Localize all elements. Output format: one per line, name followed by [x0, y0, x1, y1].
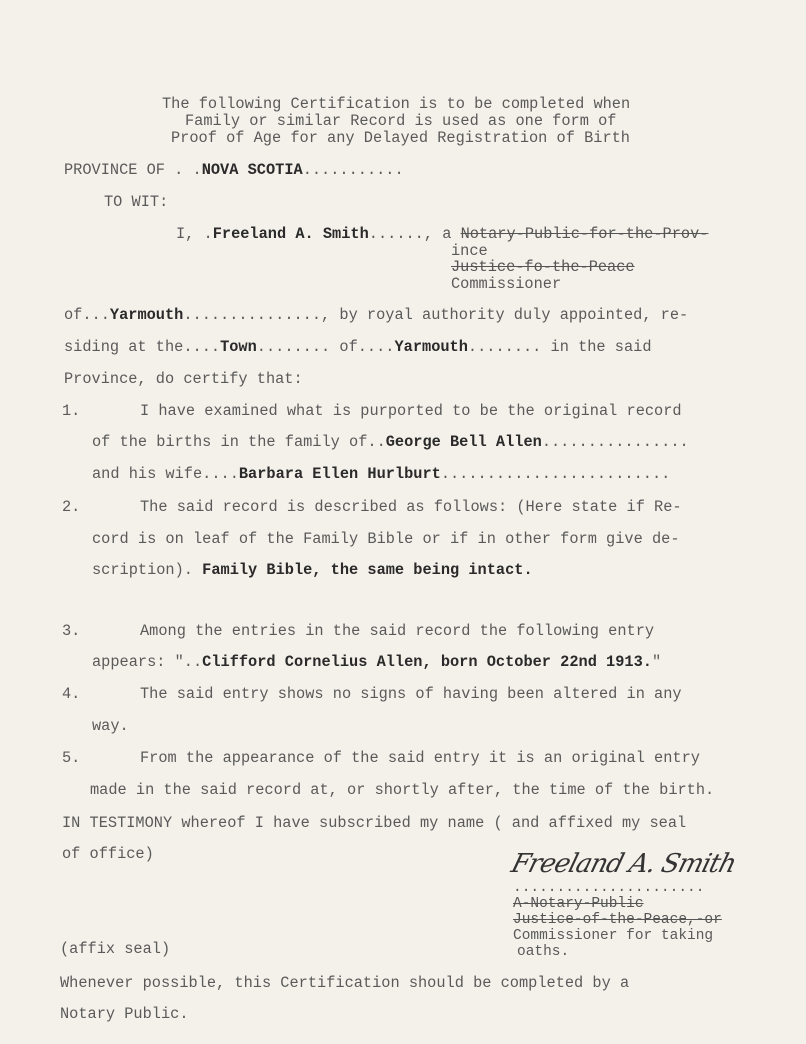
prefix: of...	[64, 306, 110, 324]
title-commissioner: Commissioner	[451, 275, 562, 293]
item-4-number: 4.	[62, 685, 81, 703]
footer-line-1: Whenever possible, this Certification should be completed by a	[60, 974, 630, 992]
prefix: siding at the....	[64, 338, 221, 356]
header-line-3: Proof of Age for any Delayed Registration of Birth	[171, 129, 630, 147]
struck-title-justice: Justice-fo-the-Peace	[451, 258, 635, 276]
commissioner-title-cont: oaths.	[517, 944, 570, 960]
mid: ........ of....	[256, 338, 395, 356]
testimony-line-2: of office)	[62, 845, 154, 863]
birth-entry: Clifford Cornelius Allen, born October 22nd 1913.	[202, 653, 652, 671]
affix-seal: (affix seal)	[60, 940, 171, 958]
record-description: Family Bible, the same being intact.	[202, 561, 533, 579]
item-2-line-1: The said record is described as follows: (Here state if Re-	[140, 498, 682, 516]
header-line-1: The following Certification is to be completed when	[162, 95, 631, 113]
item-5-number: 5.	[62, 749, 81, 767]
header-line-2: Family or similar Record is used as one form of	[185, 112, 617, 130]
struck-title-notary: Notary-Public-for-the-Prov-	[460, 225, 709, 243]
item-3-line-2	[92, 654, 661, 670]
father-name: George Bell Allen	[385, 433, 542, 451]
item-5-line-1: From the appearance of the said entry it is an original entry	[140, 749, 700, 767]
item-1-line-2	[92, 434, 689, 450]
rest: ..............., by royal authority duly appointed, re-	[183, 306, 689, 324]
item-1-number: 1.	[62, 402, 81, 420]
struck-notary: A-Notary-Public	[513, 896, 644, 912]
to-wit: TO WIT:	[104, 193, 169, 211]
struck-title-notary-cont: ince	[451, 242, 488, 260]
place-value: Yarmouth	[394, 338, 468, 356]
prefix: I, .	[176, 225, 213, 243]
commissioner-title: Commissioner for taking	[513, 928, 714, 944]
item-2-line-3	[92, 562, 533, 578]
dots: ................	[541, 433, 689, 451]
certifier-name: Freeland A. Smith	[212, 225, 369, 243]
suffix: "	[651, 653, 662, 671]
item-3-line-1: Among the entries in the said record the following entry	[140, 622, 655, 640]
item-4-line-1: The said entry shows no signs of having been altered in any	[140, 685, 682, 703]
town-value: Town	[220, 338, 257, 356]
item-2-number: 2.	[62, 498, 81, 516]
signature-dots: ......................	[513, 880, 705, 896]
dots: ......, a	[368, 225, 461, 243]
item-5-line-2: made in the said record at, or shortly after, the time of the birth.	[90, 781, 715, 799]
certifier-line	[176, 226, 708, 242]
prefix: scription).	[92, 561, 203, 579]
prefix: appears: "..	[92, 653, 203, 671]
item-3-number: 3.	[62, 622, 81, 640]
rest: ........ in the said	[467, 338, 652, 356]
item-2-line-2: cord is on leaf of the Family Bible or if in other form give de-	[92, 530, 680, 548]
province-value: NOVA SCOTIA	[201, 161, 303, 179]
signature: Freeland A. Smith	[507, 849, 740, 879]
residing-line	[64, 339, 652, 355]
item-1-line-1: I have examined what is purported to be the original record	[140, 402, 682, 420]
province-certify-line: Province, do certify that:	[64, 370, 303, 388]
province-label: PROVINCE OF . .	[64, 161, 202, 179]
province-line	[64, 162, 404, 178]
place-value: Yarmouth	[109, 306, 184, 324]
prefix: and his wife....	[92, 465, 239, 483]
footer-line-2: Notary Public.	[60, 1005, 189, 1023]
item-4-line-2: way.	[92, 717, 129, 735]
struck-justice: Justice-of-the-Peace,-or	[513, 912, 722, 928]
of-line	[64, 307, 688, 323]
mother-name: Barbara Ellen Hurlburt	[238, 465, 441, 483]
dots: .........................	[440, 465, 671, 483]
testimony-line-1: IN TESTIMONY whereof I have subscribed my name ( and affixed my seal	[62, 814, 687, 832]
item-1-line-3	[92, 466, 670, 482]
dots: ...........	[302, 161, 404, 179]
prefix: of the births in the family of..	[92, 433, 386, 451]
